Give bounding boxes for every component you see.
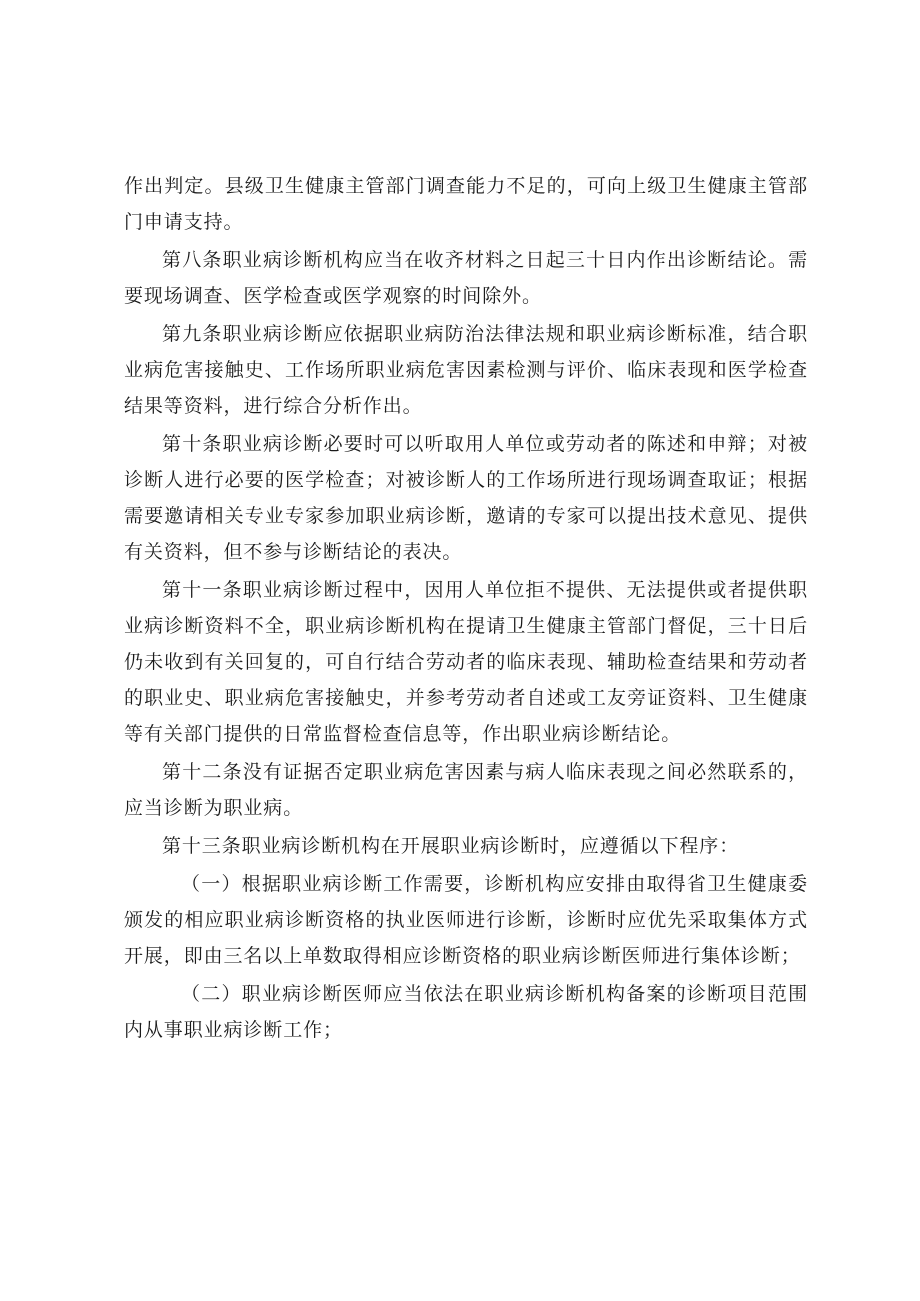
paragraph-continuation: 作出判定。县级卫生健康主管部门调查能力不足的，可向上级卫生健康主管部门申请支持。 (124, 175, 808, 233)
paragraph-article-12: 第十二条没有证据否定职业病危害因素与病人临床表现之间必然联系的，应当诊断为职业病。 (124, 761, 808, 819)
paragraph-article-13-item-1: （一）根据职业病诊断工作需要，诊断机构应安排由取得省卫生健康委颁发的相应职业病诊断资格的执业医师进行诊断，诊断时应优先采取集体方式开展，即由三名以上单数取得相应诊断资格的职业病诊断医师进行集体诊断； (124, 873, 808, 967)
paragraph-article-13: 第十三条职业病诊断机构在开展职业病诊断时，应遵循以下程序： (162, 835, 740, 857)
paragraph-article-13-item-2: （二）职业病诊断医师应当依法在职业病诊断机构备案的诊断项目范围内从事职业病诊断工作； (124, 983, 808, 1041)
paragraph-article-9: 第九条职业病诊断应依据职业病防治法律法规和职业病诊断标准，结合职业病危害接触史、工作场所职业病危害因素检测与评价、临床表现和医学检查结果等资料，进行综合分析作出。 (124, 323, 808, 417)
document-body (124, 168, 808, 1050)
paragraph-article-8: 第八条职业病诊断机构应当在收齐材料之日起三十日内作出诊断结论。需要现场调查、医学检查或医学观察的时间除外。 (124, 249, 808, 307)
paragraph-article-11: 第十一条职业病诊断过程中，因用人单位拒不提供、无法提供或者提供职业病诊断资料不全，职业病诊断机构在提请卫生健康主管部门督促，三十日后仍未收到有关回复的，可自行结合劳动者的临床表现、辅助检查结果和劳动者的职业史、职业病危害接触史，并参考劳动者自述或工友旁证资料、卫生健康等有关部门提供的日常监督检查信息等，作出职业病诊断结论。 (124, 579, 808, 745)
paragraph-article-10: 第十条职业病诊断必要时可以听取用人单位或劳动者的陈述和申辩；对被诊断人进行必要的医学检查；对被诊断人的工作场所进行现场调查取证；根据需要邀请相关专业专家参加职业病诊断，邀请的专家可以提出技术意见、提供有关资料，但不参与诊断结论的表决。 (124, 433, 808, 563)
